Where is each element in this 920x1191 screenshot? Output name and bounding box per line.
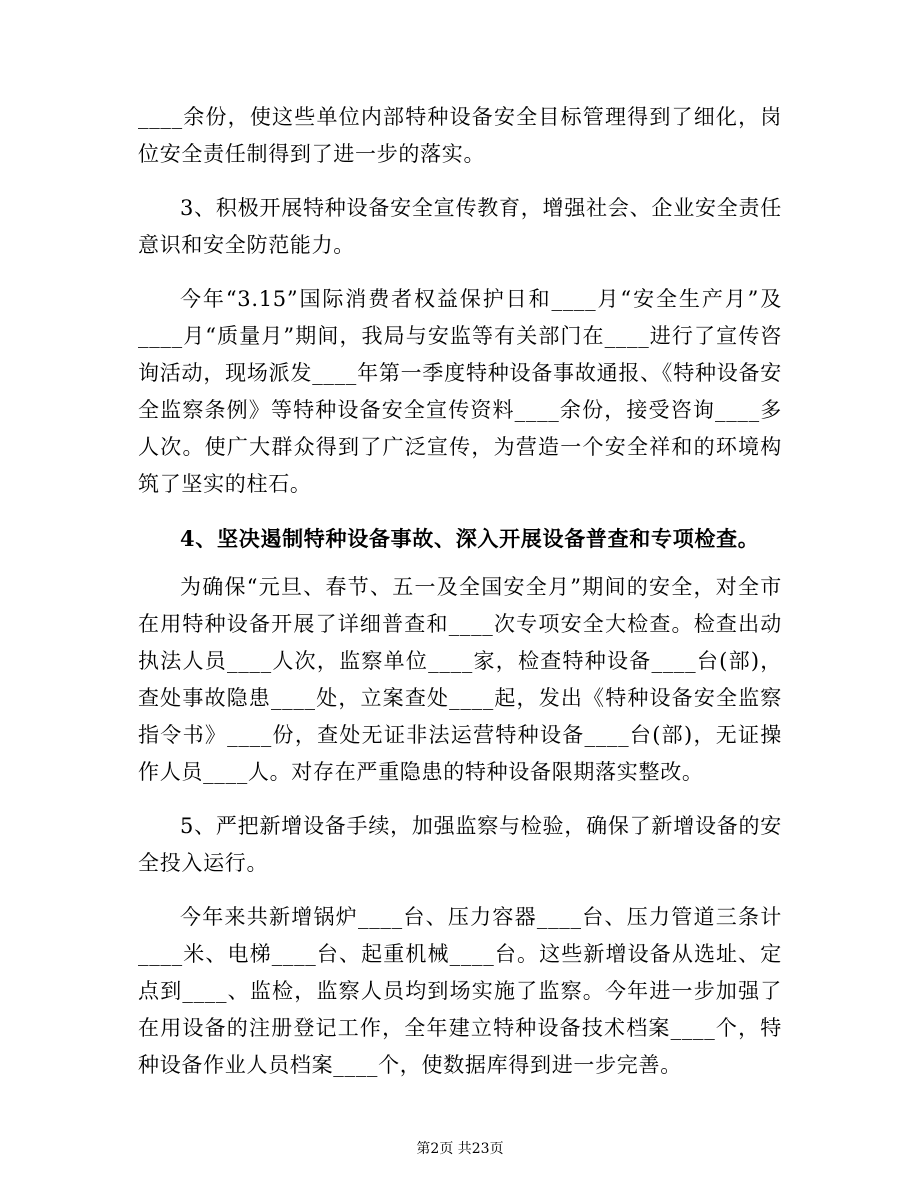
paragraph-new-equipment: 今年来共新增锅炉____台、压力容器____台、压力管道三条计____米、电梯____台、起重机械____台。这些新增设备从选址、定点到____、监检，监察人员均到场实施了监察。今年进一步加强了在用设备的注册登记工作，全年建立特种设备技术档案____个，特种设备作业人员档案____个，使数据库得到进一步完善。: [138, 905, 782, 1077]
section-5-heading: 5、严把新增设备手续，加强监察与检验，确保了新增设备的安全投入运行。: [138, 814, 782, 875]
paragraph-inspection: 为确保“元旦、春节、五一及全国安全月”期间的安全，对全市在用特种设备开展了详细普查和____次专项安全大检查。检查出动执法人员____人次，监察单位____家，检查特种设备____台(部)，查处事故隐患____处，立案查处____起，发出《特种设备安全监察指令书》____份，查处无证非法运营特种设备____台(部)，无证操作人员____人。对存在严重隐患的特种设备限期落实整改。: [138, 575, 782, 784]
page-number-footer: 第2页 共23页: [416, 1141, 504, 1157]
document-body: [138, 99, 782, 1101]
section-4-heading: 4、坚决遏制特种设备事故、深入开展设备普查和专项检查。: [180, 526, 760, 551]
paragraph-continuation: ____余份，使这些单位内部特种设备安全目标管理得到了细化，岗位安全责任制得到了进一步的落实。: [138, 105, 782, 166]
section-3-heading: 3、积极开展特种设备安全宣传教育，增强社会、企业安全责任意识和安全防范能力。: [138, 196, 782, 257]
paragraph-publicity: 今年“3.15”国际消费者权益保护日和____月“安全生产月”及____月“质量月”期间，我局与安监等有关部门在____进行了宣传咨询活动，现场派发____年第一季度特种设备事故通报、《特种设备安全监察条例》等特种设备安全宣传资料____余份，接受咨询____多人次。使广大群众得到了广泛宣传，为营造一个安全祥和的环境构筑了坚实的柱石。: [138, 287, 782, 496]
